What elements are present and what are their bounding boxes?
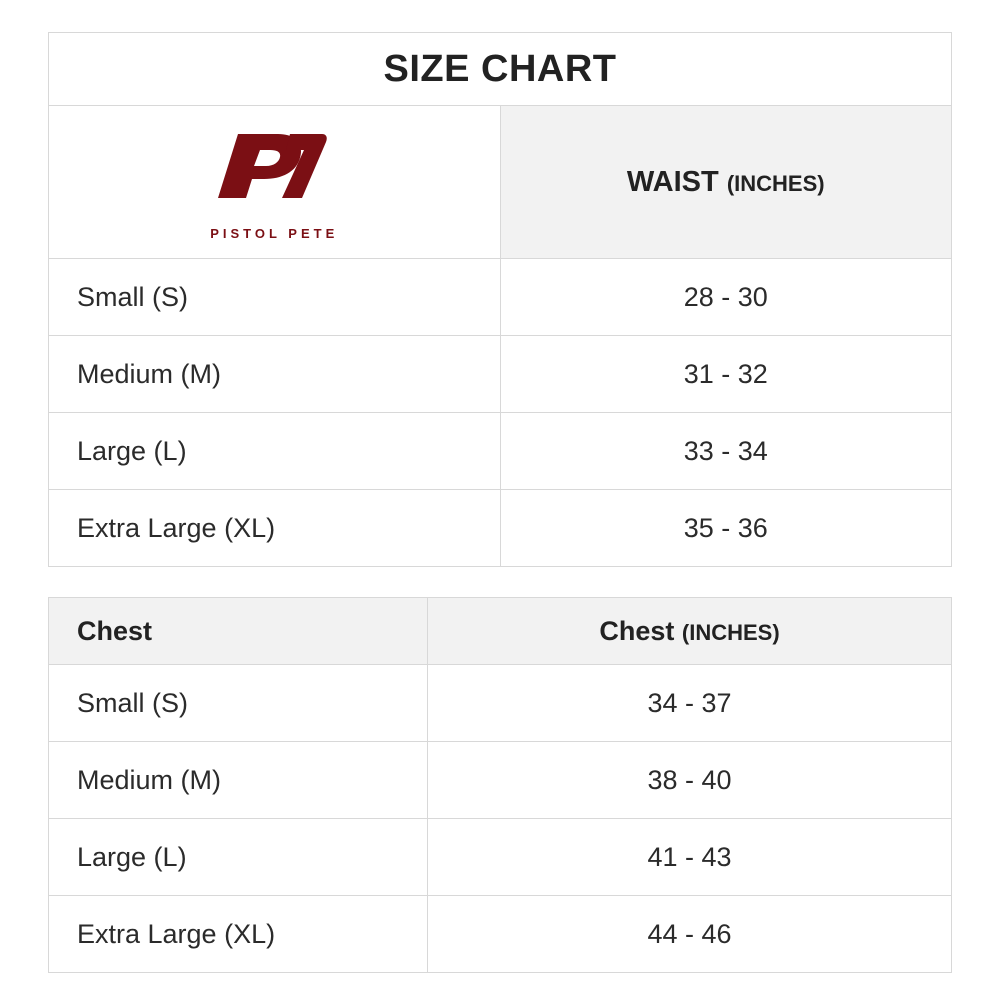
size-value: 38 - 40: [428, 742, 952, 819]
size-value: 35 - 36: [500, 490, 952, 567]
chest-header-label: Chest: [599, 615, 675, 646]
size-value: 33 - 34: [500, 413, 952, 490]
waist-header-label: WAIST: [626, 165, 719, 198]
waist-header-cell: [500, 106, 952, 259]
table-row: [49, 665, 952, 742]
size-label: Extra Large (XL): [49, 490, 501, 567]
waist-size-table: [48, 32, 952, 567]
size-label: Large (L): [49, 413, 501, 490]
waist-header-unit: (INCHES): [726, 170, 825, 196]
table-row: [49, 742, 952, 819]
chest-size-table: [48, 597, 952, 973]
table-row: [49, 413, 952, 490]
pistol-pete-logo-icon: [204, 124, 344, 220]
table-row: [49, 896, 952, 973]
size-value: 31 - 32: [500, 336, 952, 413]
size-value: 44 - 46: [428, 896, 952, 973]
chest-header-left-label: Chest: [49, 598, 428, 665]
brand-wordmark: PISTOL PETE: [210, 225, 339, 241]
size-value: 28 - 30: [500, 259, 952, 336]
size-label: Small (S): [49, 665, 428, 742]
waist-header-row: [49, 106, 952, 259]
chest-header-unit: (INCHES): [681, 619, 780, 645]
table-row: [49, 819, 952, 896]
table-row: [49, 336, 952, 413]
size-label: Medium (M): [49, 336, 501, 413]
title-row: [49, 33, 952, 106]
size-value: 41 - 43: [428, 819, 952, 896]
size-value: 34 - 37: [428, 665, 952, 742]
table-row: [49, 259, 952, 336]
size-label: Medium (M): [49, 742, 428, 819]
size-label: Extra Large (XL): [49, 896, 428, 973]
logo-wrap: [49, 124, 500, 241]
size-label: Large (L): [49, 819, 428, 896]
size-label: Small (S): [49, 259, 501, 336]
table-row: [49, 490, 952, 567]
chest-header-cell: [428, 598, 952, 665]
brand-logo-cell: [49, 106, 501, 259]
page-title: SIZE CHART: [49, 33, 952, 106]
chest-header-row: [49, 598, 952, 665]
